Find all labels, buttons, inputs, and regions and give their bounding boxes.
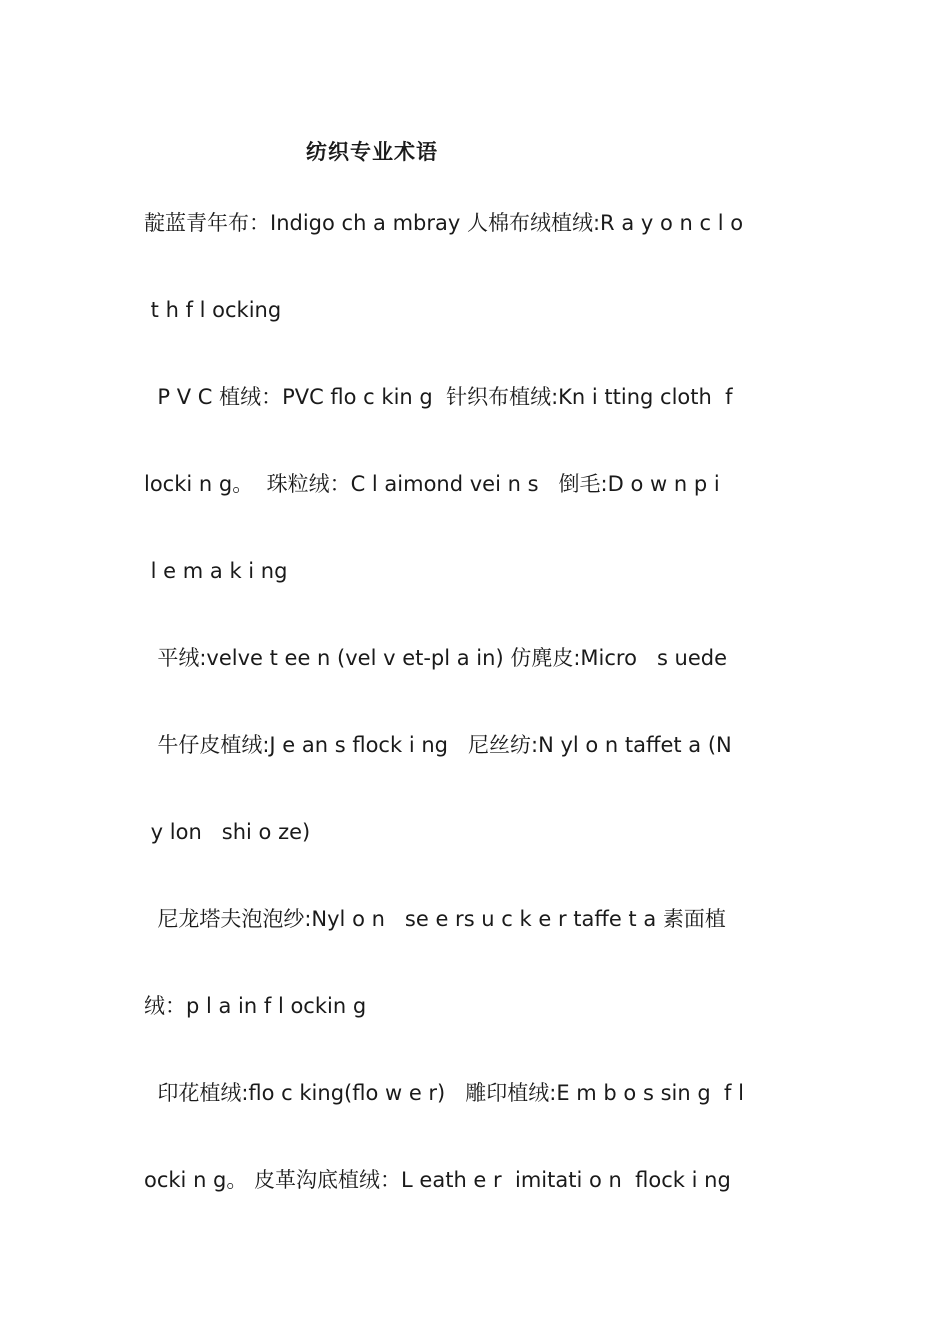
text-line: 绒：p l a in f l ockin g xyxy=(144,994,367,1018)
text-line: 尼龙塔夫泡泡纱:Nyl o n se e rs u c k e r taffe t a 素面植 xyxy=(144,907,726,931)
text-line: t h f l ocking xyxy=(144,298,282,322)
text-line: 牛仔皮植绒:J e an s flock i ng 尼丝纺:N yl o n taffet a (N xyxy=(144,733,732,757)
text-line: P V C 植绒：PVC flo c kin g 针织布植绒:Kn i tting cloth f xyxy=(144,385,733,409)
document-title: 纺织专业术语 xyxy=(306,140,438,164)
text-line: locki n g。 珠粒绒：C l aimond vei n s 倒毛:D o w n p i xyxy=(144,472,720,496)
text-line: 靛蓝青年布：Indigo ch a mbray 人棉布绒植绒:R a y o n c l o xyxy=(144,211,744,235)
text-line: 印花植绒:flo c king(flo w e r) 雕印植绒:E m b o s sin g f l xyxy=(144,1081,744,1105)
text-line: 平绒:velve t ee n (vel v et-pl a in) 仿麂皮:Micro s uede xyxy=(144,646,728,670)
text-line: y lon shi o ze) xyxy=(144,820,311,844)
text-line: l e m a k i ng xyxy=(144,559,288,583)
text-line: ocki n g。 皮革沟底植绒：L eath e r imitati o n flock i ng xyxy=(144,1168,731,1192)
